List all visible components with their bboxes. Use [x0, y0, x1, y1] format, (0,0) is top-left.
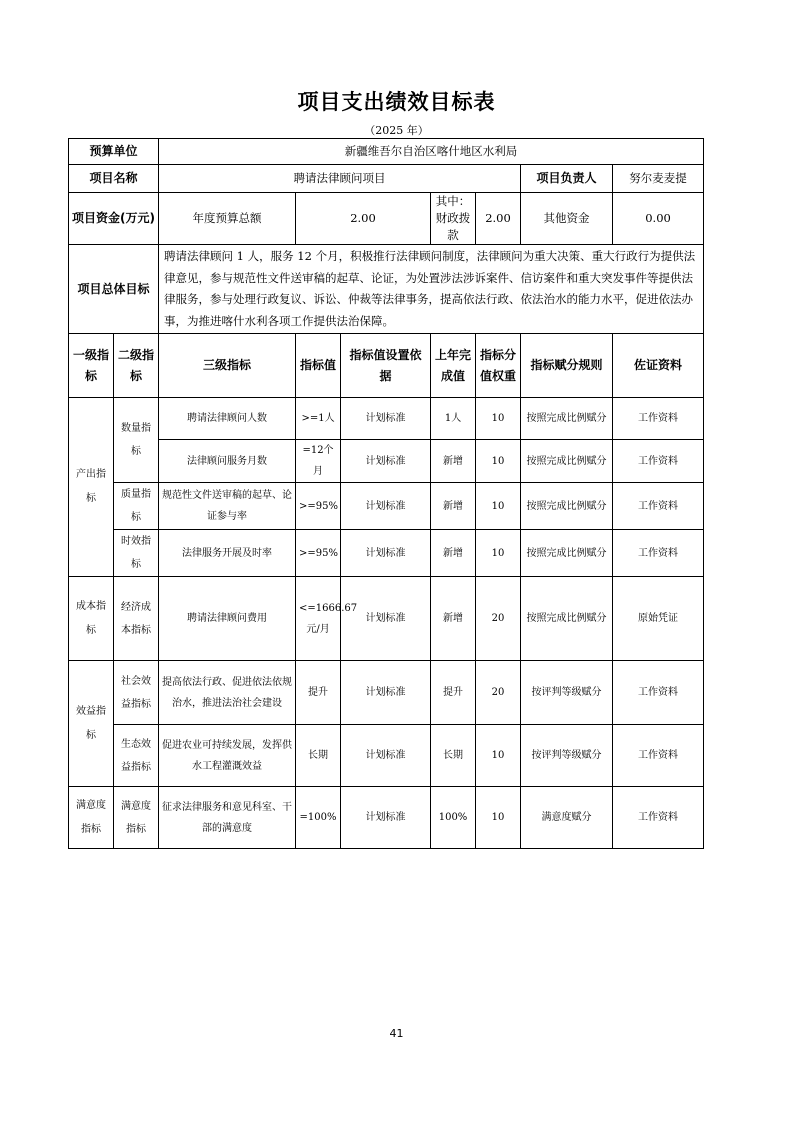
- page-number: 41: [389, 1027, 404, 1040]
- annual-budget-label: 年度预算总额: [159, 193, 296, 245]
- last-year-value: 提升: [431, 661, 476, 725]
- budget-unit-label: 预算单位: [69, 139, 159, 165]
- weight: 10: [476, 440, 521, 483]
- header-evidence: 佐证资料: [613, 334, 704, 398]
- evidence: 工作资料: [613, 483, 704, 530]
- page-title: 项目支出绩效目标表: [297, 90, 496, 114]
- funds-label: 项目资金(万元): [69, 193, 159, 245]
- last-year-value: 长期: [431, 725, 476, 787]
- overview-text: 聘请法律顾问 1 人，服务 12 个月，积极推行法律顾问制度，法律顾问为重大决策、重大行政行为提供法律意见，参与规范性文件送审稿的起草、论证，为处置涉法涉诉案件、信访案件和重大突发事件等提供法律服务，参与处理行政复议、诉讼、仲裁等法律事务，提高依法行政、依法治水的能力水平，促进依法办事，为推进喀什水利各项工作提供法治保障。: [159, 245, 704, 334]
- level3-indicator: 聘请法律顾问费用: [159, 577, 296, 661]
- evidence: 工作资料: [613, 398, 704, 440]
- indicator-row: [69, 530, 704, 577]
- other-funds-value: 0.00: [613, 193, 704, 245]
- last-year-value: 1人: [431, 398, 476, 440]
- funds-row: [69, 193, 704, 245]
- indicator-row: [69, 661, 704, 725]
- level2-indicator: 数量指标: [114, 398, 159, 483]
- value-basis: 计划标准: [341, 787, 431, 849]
- fiscal-funds-value: 2.00: [476, 193, 521, 245]
- level2-indicator: 质量指标: [114, 483, 159, 530]
- header-level2: 二级指标: [114, 334, 159, 398]
- indicator-row: [69, 787, 704, 849]
- last-year-value: 新增: [431, 440, 476, 483]
- budget-unit-row: [69, 139, 704, 165]
- scoring-rule: 按评判等级赋分: [521, 725, 613, 787]
- annual-budget-value: 2.00: [296, 193, 431, 245]
- scoring-rule: 按照完成比例赋分: [521, 398, 613, 440]
- header-last-year: 上年完成值: [431, 334, 476, 398]
- indicator-row: [69, 483, 704, 530]
- value-basis: 计划标准: [341, 483, 431, 530]
- scoring-rule: 按照完成比例赋分: [521, 577, 613, 661]
- header-level3: 三级指标: [159, 334, 296, 398]
- weight: 10: [476, 398, 521, 440]
- evidence: 工作资料: [613, 661, 704, 725]
- indicator-value: 提升: [296, 661, 341, 725]
- overview-label: 项目总体目标: [69, 245, 159, 334]
- indicator-value: =12个月: [296, 440, 341, 483]
- level3-indicator: 法律服务开展及时率: [159, 530, 296, 577]
- project-name-label: 项目名称: [69, 165, 159, 193]
- value-basis: 计划标准: [341, 577, 431, 661]
- project-owner-value: 努尔麦麦提: [613, 165, 704, 193]
- scoring-rule: 按评判等级赋分: [521, 661, 613, 725]
- last-year-value: 新增: [431, 483, 476, 530]
- value-basis: 计划标准: [341, 661, 431, 725]
- level3-indicator: 法律顾问服务月数: [159, 440, 296, 483]
- level3-indicator: 征求法律服务和意见科室、干部的满意度: [159, 787, 296, 849]
- value-basis: 计划标准: [341, 530, 431, 577]
- project-owner-label: 项目负责人: [521, 165, 613, 193]
- scoring-rule: 按照完成比例赋分: [521, 483, 613, 530]
- last-year-value: 新增: [431, 577, 476, 661]
- value-basis: 计划标准: [341, 725, 431, 787]
- scoring-rule: 按照完成比例赋分: [521, 440, 613, 483]
- level2-indicator: 生态效益指标: [114, 725, 159, 787]
- year-label: （2025 年）: [364, 124, 429, 137]
- value-basis: 计划标准: [341, 440, 431, 483]
- level2-indicator: 时效指标: [114, 530, 159, 577]
- level1-indicator: 效益指标: [69, 661, 114, 787]
- indicator-value: <=1666.67元/月: [296, 577, 341, 661]
- level1-indicator: 产出指标: [69, 398, 114, 577]
- scoring-rule: 按照完成比例赋分: [521, 530, 613, 577]
- level1-indicator: 满意度指标: [69, 787, 114, 849]
- level3-indicator: 提高依法行政、促进依法依规治水，推进法治社会建设: [159, 661, 296, 725]
- overview-row: [69, 245, 704, 334]
- performance-table: [68, 138, 704, 849]
- level3-indicator: 促进农业可持续发展，发挥供水工程灌溉效益: [159, 725, 296, 787]
- fiscal-funds-label: 其中：财政拨款: [431, 193, 476, 245]
- value-basis: 计划标准: [341, 398, 431, 440]
- indicator-row: [69, 398, 704, 440]
- evidence: 工作资料: [613, 440, 704, 483]
- indicator-row: [69, 577, 704, 661]
- level2-indicator: 社会效益指标: [114, 661, 159, 725]
- evidence: 原始凭证: [613, 577, 704, 661]
- weight: 10: [476, 483, 521, 530]
- indicator-value: >=95%: [296, 483, 341, 530]
- header-rule: 指标赋分规则: [521, 334, 613, 398]
- scoring-rule: 满意度赋分: [521, 787, 613, 849]
- project-name-value: 聘请法律顾问项目: [159, 165, 521, 193]
- header-weight: 指标分值权重: [476, 334, 521, 398]
- last-year-value: 100%: [431, 787, 476, 849]
- weight: 10: [476, 787, 521, 849]
- weight: 20: [476, 661, 521, 725]
- weight: 20: [476, 577, 521, 661]
- header-basis: 指标值设置依据: [341, 334, 431, 398]
- evidence: 工作资料: [613, 787, 704, 849]
- level2-indicator: 满意度指标: [114, 787, 159, 849]
- evidence: 工作资料: [613, 530, 704, 577]
- header-level1: 一级指标: [69, 334, 114, 398]
- other-funds-label: 其他资金: [521, 193, 613, 245]
- indicator-row: [69, 440, 704, 483]
- evidence: 工作资料: [613, 725, 704, 787]
- last-year-value: 新增: [431, 530, 476, 577]
- indicator-header-row: [69, 334, 704, 398]
- indicator-row: [69, 725, 704, 787]
- level1-indicator: 成本指标: [69, 577, 114, 661]
- indicator-value: 长期: [296, 725, 341, 787]
- level2-indicator: 经济成本指标: [114, 577, 159, 661]
- project-name-row: [69, 165, 704, 193]
- indicator-value: >=1人: [296, 398, 341, 440]
- level3-indicator: 规范性文件送审稿的起草、论证参与率: [159, 483, 296, 530]
- indicator-value: >=95%: [296, 530, 341, 577]
- weight: 10: [476, 725, 521, 787]
- weight: 10: [476, 530, 521, 577]
- header-value: 指标值: [296, 334, 341, 398]
- level3-indicator: 聘请法律顾问人数: [159, 398, 296, 440]
- budget-unit-value: 新疆维吾尔自治区喀什地区水利局: [159, 139, 704, 165]
- indicator-value: =100%: [296, 787, 341, 849]
